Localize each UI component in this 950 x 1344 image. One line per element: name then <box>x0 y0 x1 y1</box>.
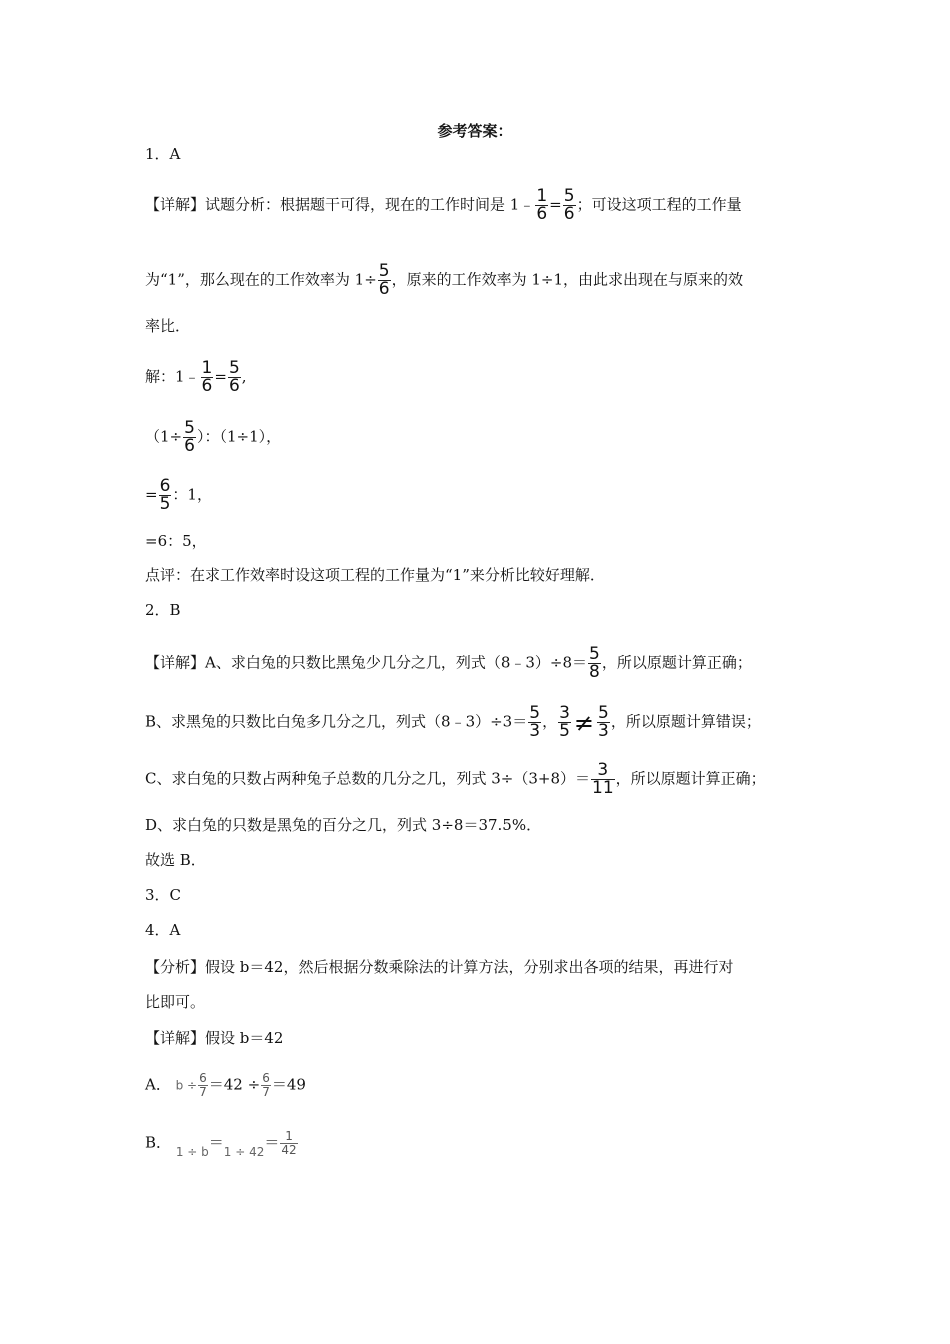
fraction-5-8 <box>588 646 601 681</box>
q4-detail: 【详解】假设 b＝42 <box>145 1029 284 1047</box>
q2-answer: 2．B <box>145 601 181 619</box>
q4-a-expr1: b ÷ <box>175 1078 198 1093</box>
q4-b-eq2: ＝ <box>264 1133 280 1152</box>
numerator: 5 <box>228 358 240 378</box>
q1-detail-b: ；可设这项工程的工作量 <box>576 195 742 214</box>
fraction-6-5 <box>159 478 172 513</box>
q1-step3-b: ：1， <box>172 485 212 504</box>
denominator: 6 <box>184 436 195 456</box>
not-equal-sign: ≠ <box>573 708 595 737</box>
q4-option-b <box>145 1130 299 1157</box>
q1-solution: 解：1﹣ $\frac{1}{6}$ = $\frac{5}{6}$ , <box>145 358 247 396</box>
q2-c-end: ，所以原题计算正确； <box>615 769 766 788</box>
fraction-5-6 <box>183 420 196 455</box>
q1-sol-b: , <box>241 367 247 386</box>
denominator: 7 <box>262 1085 270 1099</box>
fraction-5-6 <box>563 188 576 223</box>
numerator: 3 <box>559 703 570 723</box>
q4-a-expr3: ＝49 <box>271 1075 306 1094</box>
denominator: 6 <box>201 376 213 396</box>
numerator: 3 <box>597 760 609 780</box>
denominator: 3 <box>529 721 541 741</box>
q1-line2-b: ，原来的工作效率为 1÷1，由此求出现在与原来的效 <box>391 270 744 289</box>
q4-a-expr2: ＝42 ÷ <box>208 1075 261 1094</box>
denominator: 6 <box>563 204 575 224</box>
q4-b-label: B． <box>145 1133 172 1152</box>
denominator: 8 <box>589 662 600 682</box>
q2-a-end: ，所以原题计算正确； <box>601 653 752 672</box>
numerator: 5 <box>529 703 541 723</box>
q1-line2 <box>145 263 743 298</box>
numerator: 1 <box>285 1129 293 1143</box>
q1-detail-a: 【详解】试题分析：根据题干可得，现在的工作时间是 1﹣ <box>145 195 535 214</box>
q4-b-eq1: ＝ <box>208 1133 224 1152</box>
q1-step3-a: = <box>145 485 158 504</box>
fraction-5-6 <box>378 263 391 298</box>
q2-a-text: 【详解】A、求白兔的只数比黑兔少几分之几，列式（8﹣3）÷8＝ <box>145 653 588 672</box>
numerator: 5 <box>563 186 575 206</box>
denominator: 42 <box>281 1143 297 1157</box>
q1-line2-a: 为“1”，那么现在的工作效率为 1÷ <box>145 270 377 289</box>
q1-step4: =6：5， <box>145 532 207 550</box>
q1-line3: 率比． <box>145 317 191 335</box>
q1-step2-a: （1÷ <box>145 427 183 446</box>
q2-b-end: ，所以原题计算错误； <box>610 712 761 731</box>
numerator: 6 <box>159 476 171 496</box>
q2-option-a <box>145 646 752 681</box>
q1-detail-line: 【详解】试题分析：根据题干可得，现在的工作时间是 1﹣ $\frac{1}{6}$ = $\frac{5}{6}$ ；可设这项工程的工作量 <box>145 186 742 224</box>
numerator: 6 <box>262 1071 270 1085</box>
q1-step2 <box>145 420 281 455</box>
fraction-1-6 <box>201 360 214 395</box>
numerator: 5 <box>589 644 600 664</box>
numerator: 6 <box>199 1071 207 1085</box>
denominator: 5 <box>159 494 171 514</box>
denominator: 6 <box>536 204 548 224</box>
numerator: 5 <box>598 703 609 723</box>
denominator: 6 <box>228 376 240 396</box>
denominator: 5 <box>559 721 570 741</box>
fraction-3-11 <box>591 762 615 797</box>
fraction-6-7 <box>198 1072 208 1099</box>
q4-b-mid: 1 ÷ 42 <box>223 1144 265 1159</box>
q1-sol-a: 解：1﹣ <box>145 367 200 386</box>
denominator: 7 <box>199 1085 207 1099</box>
fraction-5-3 <box>597 705 610 740</box>
fraction-1-42 <box>280 1130 297 1157</box>
q1-comment: 点评：在求工作效率时设这项工程的工作量为“1”来分析比较好理解． <box>145 566 605 584</box>
fraction-6-7 <box>261 1072 271 1099</box>
fraction-5-3 <box>528 705 541 740</box>
fraction-3-5 <box>558 705 571 740</box>
denominator: 3 <box>598 721 609 741</box>
q4-answer: 4．A <box>145 921 181 939</box>
q3-answer: 3．C <box>145 886 182 904</box>
fraction-5-6 <box>228 360 241 395</box>
q4-analysis-1: 【分析】假设 b＝42，然后根据分数乘除法的计算方法，分别求出各项的结果，再进行对 <box>145 958 734 976</box>
q4-analysis-2: 比即可。 <box>145 993 206 1011</box>
q1-step2-b: ）：（1÷1）， <box>196 427 282 446</box>
q1-answer: 1．A <box>145 145 181 163</box>
numerator: 5 <box>184 418 195 438</box>
q2-choose: 故选 B． <box>145 851 206 869</box>
numerator: 1 <box>201 358 213 378</box>
numerator: 5 <box>378 261 390 281</box>
page-title: 参考答案： <box>437 122 513 140</box>
fraction-1-6 <box>535 188 548 223</box>
q2-c-text: C、求白兔的只数占两种兔子总数的几分之几，列式 3÷（3+8）＝ <box>145 769 591 788</box>
q2-b-text: B、求黑兔的只数比白兔多几分之几，列式（8﹣3）÷3＝ <box>145 712 528 731</box>
denominator: 11 <box>592 778 614 798</box>
q2-option-b: B、求黑兔的只数比白兔多几分之几，列式（8﹣3）÷3＝ $\frac{5}{3}$ ， $\frac{3}{5}$ ≠ $\frac{5}{3}$ ，所以原题计算错误； <box>145 703 761 741</box>
q4-b-left: 1 ÷ b <box>175 1144 209 1159</box>
q2-option-c <box>145 762 766 797</box>
numerator: 1 <box>536 186 548 206</box>
q2-option-d: D、求白兔的只数是黑兔的百分之几，列式 3÷8＝37.5%． <box>145 816 542 834</box>
q4-a-label: A． <box>145 1075 171 1094</box>
denominator: 6 <box>378 279 390 299</box>
q4-option-a <box>145 1072 306 1099</box>
q1-step3 <box>145 478 212 513</box>
